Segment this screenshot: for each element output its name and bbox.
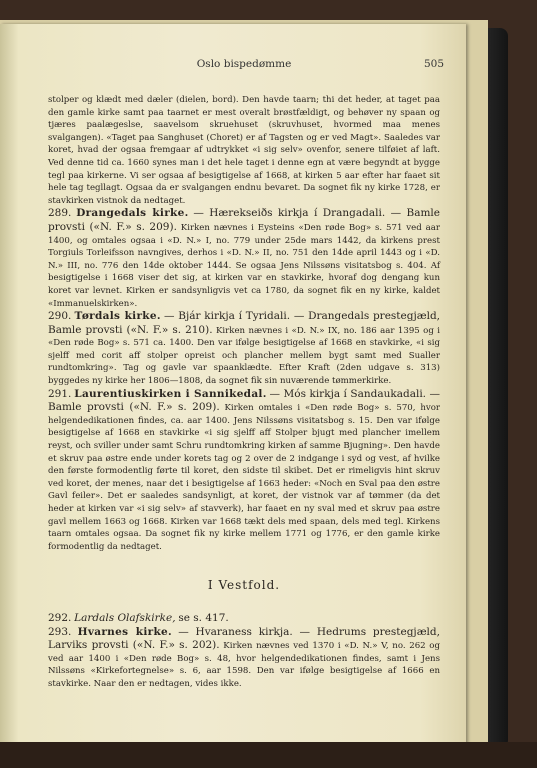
book-page: [0, 24, 466, 746]
entry-lead: — Hærekseiðs kirkja í Drangadali. — Bamle provsti («N. F.» s. 209).: [48, 207, 441, 233]
entry-name: Hvarnes kirke.: [77, 625, 172, 638]
entry-number: 291.: [48, 387, 72, 400]
entry-text: Kirken omtales i «Den røde Bog» s. 570, hvor helgendedikationen findes, ca. aar 1400. Jens Nilssøns visitatsbog s. 15. Den var ifølge besigtigelse af 1668 en stavkirke «i sig sjelff aff Stolper bjugt med plancher imellem reyst, och sviller under samt Schru rundtomkring kirken af samme Bjugning». Den havde et skruv paa østre ende under korets tag og 2 over de 2 indgange i syd og vest, af hvilke den første formodentlig førte til koret, den sidste til skibet. Det er rimeligvis hint skruv ved koret, der menes, naar det i besigtigelse af 1663 heder: «Noch en Sval paa den østre Gavl feiler». Det er saaledes sandsynligt, at koret, der vistnok var af tømmer (da det heder at kirken var «i sig selv» af stavverk), har faaet en ny sval med et skruv paa østre gavl mellem 1663 og 1668. Kirken var 1668 tækt dels med spaan, dels med tegl. Kirkens taarn omtales ogsaa. Da sognet fik ny kirke mellem 1771 og 1776, er den gamle kirke formodentlig da nedtaget.: [48, 403, 441, 552]
section-heading: I Vestfold.: [207, 578, 281, 593]
entry-289: [48, 207, 440, 310]
entry-number: 293.: [48, 625, 72, 638]
entry-293: [48, 626, 440, 691]
entry-lead: — Mós kirkja í Sandaukadali. — Bamle provsti («N. F.» s. 209).: [48, 387, 440, 414]
entry-lead: — Bjár kirkja í Tyridali. — Drangedals prestegjæld, Bamle provsti («N. F.» s. 210).: [48, 310, 441, 336]
entry-290: [48, 310, 440, 388]
entry-name: Drangedals kirke.: [76, 207, 189, 220]
entry-number: 292.: [48, 611, 72, 624]
page-number: 505: [423, 58, 444, 70]
entry-291: [48, 388, 440, 554]
entry-text: Kirken nævnes i Eysteins «Den røde Bog» s. 571 ved aar 1400, og omtales ogsaa i «D. N.» I, no. 779 under 25de mars 1442, da kirkens prest Torgiuls Torleifsson navngives, derhos i «D. N.» II, no. 751 den 14de april 1443 og i «D. N.» III, no. 776 den 14de oktober 1444. Se ogsaa Jens Nilssøns visitatsbog s. 404. Af besigtigelse i 1668 viser det sig, at kirken var en stavkirke, hvoraf dog dengang kun koret var levnet. Kirken er sandsynligvis vet ca 1780, da sognet fik en ny kirke, kaldet «Immanuelskirken».: [48, 222, 440, 309]
background-bottom: [0, 742, 537, 768]
page-content: [48, 24, 444, 691]
running-title: Oslo bispedømme: [196, 58, 292, 70]
entry-text: Kirken nævnes i «D. N.» IX, no. 186 aar 1395 og i «Den røde Bog» s. 571 ca. 1400. Den var ifølge besigtigelse af 1668 en stavkirke, «i sig sjelff med corit aff stolper opreist och plancher mellem bygt samt med Sualler rundtomkring». Tag og gavle var spaanklædte. Efter Kraft (2den udgave s. 313) byggedes ny kirke her 1806—1808, da sognet fik sin nuværende tømmerkirke.: [48, 325, 441, 387]
entry-name: Laurentiuskirken i Sannikedal.: [74, 387, 267, 400]
body-text: [48, 94, 440, 691]
entry-number: 289.: [48, 207, 72, 220]
running-header: [48, 58, 444, 78]
entry-lead: se s. 417.: [178, 611, 229, 624]
entry-name: Lardals Olafskirke,: [74, 611, 176, 624]
entry-lead: — Hvaraness kirkja. — Hedrums prestegjæld, Larviks provsti («N. F.» s. 202).: [48, 625, 440, 652]
entry-292: [48, 612, 440, 626]
entry-name: Tørdals kirke.: [74, 310, 161, 323]
intro-paragraph: stolper og klædt med dæler (dielen, bord). Den havde taarn; thi det heder, at taget paa den gamle kirke samt paa taarnet er mest overalt brøstfældigt, og behøver ny spaan og tjæres paalægeslse, saavelsom skruehuset (skruvhuset, hvormed maa menes svalgangen). «Taget paa Sanghuset (Choret) er af Tagsten og er ved Magt». Saaledes var koret, hvad der ogsaa fremgaar af udtrykket «i sig selv» ovenfor, senere tilføiet af laft. Ved denne tid ca. 1660 synes man i det hele taget i denne egn at være begyndt at bygge tegl paa kirkerne. Vi ser ogsaa af besigtigelse af 1668, at kirken 5 aar efter har faaet sit hele tag tegllagt. Ogsaa da er svalgangen endnu bevaret. Da sognet fik ny kirke 1728, er stavkirken vistnok da nedtaget.: [48, 95, 440, 206]
entry-text: Kirken nævnes ved 1370 i «D. N.» V, no. 262 og ved aar 1400 i «Den røde Bog» s. 48, hvor helgendedikationen findes, samt i Jens Nilssøns «Kirkefortegnelse» s. 6, aar 1598. Den var ifølge besigtigelse af 1666 en stavkirke. Naar den er nedtagen, vides ikke.: [48, 641, 440, 689]
entry-number: 290.: [48, 310, 72, 323]
